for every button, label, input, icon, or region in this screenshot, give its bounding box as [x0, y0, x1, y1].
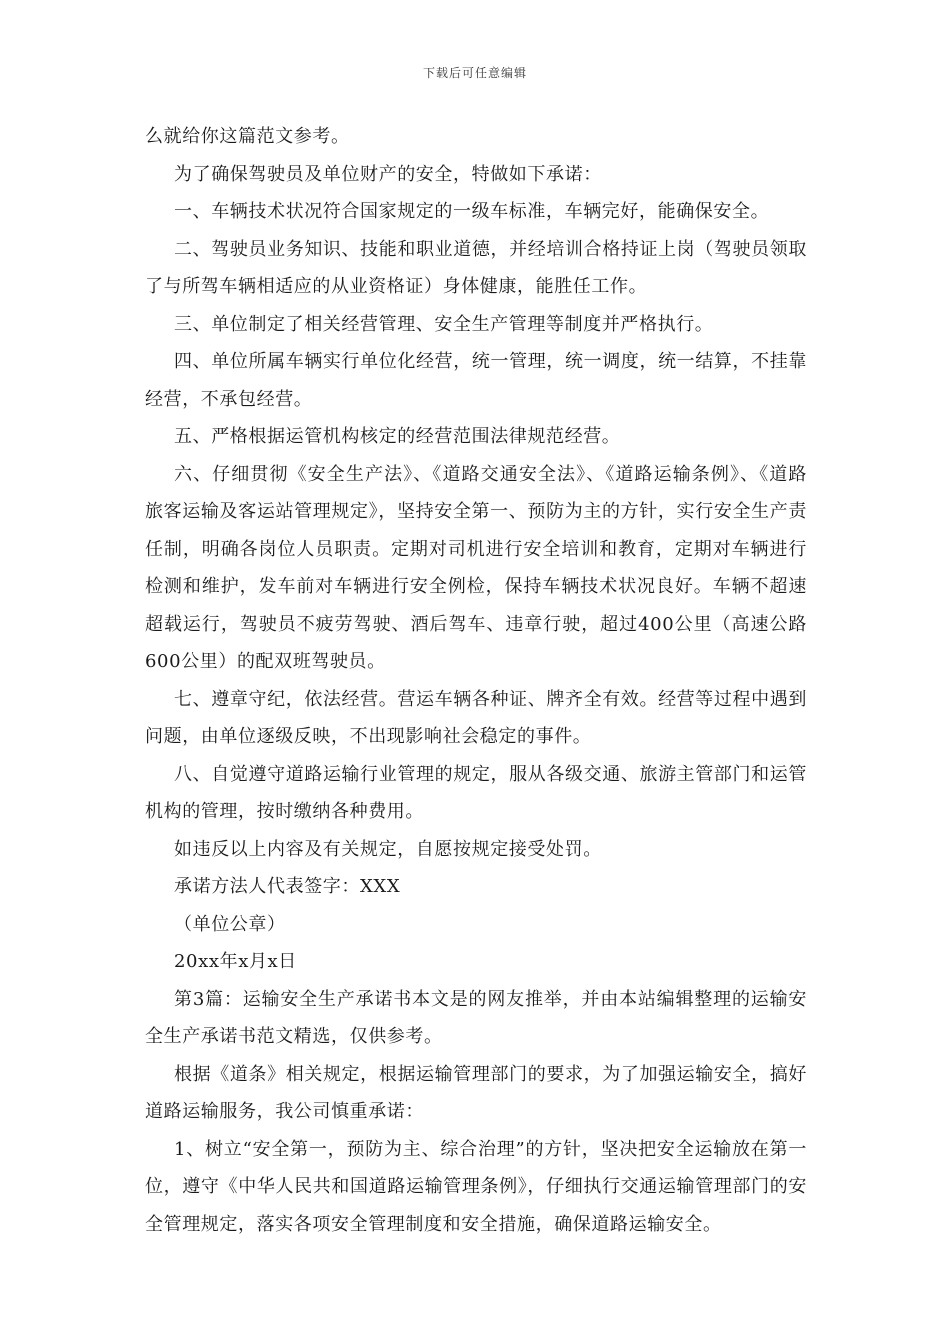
document-body	[145, 118, 807, 1243]
paragraph: 五、严格根据运管机构核定的经营范围法律规范经营。	[174, 426, 621, 447]
paragraph: 么就给你这篇范文参考。	[145, 126, 350, 147]
paragraph: 如违反以上内容及有关规定，自愿按规定接受处罚。	[174, 838, 602, 860]
signature-line: 承诺方法人代表签字：XXX	[174, 876, 401, 897]
paragraph: 第3篇：运输安全生产承诺书本文是的网友推举，并由本站编辑整理的运输安全生产承诺书范文精选，仅供参考。	[145, 988, 807, 1047]
paragraph: 八、自觉遵守道路运输行业管理的规定，服从各级交通、旅游主管部门和运管机构的管理，按时缴纳各种费用。	[145, 763, 807, 822]
date-line: 20xx年x月x日	[174, 951, 297, 972]
paragraph: 六、仔细贯彻《安全生产法》、《道路交通安全法》、《道路运输条例》、《道路旅客运输及客运站管理规定》，坚持安全第一、预防为主的方针，实行安全生产责任制，明确各岗位人员职责。定期对司机进行安全培训和教育，定期对车辆进行检测和维护，发车前对车辆进行安全例检，保持车辆技术状况良好。车辆不超速超载运行，驾驶员不疲劳驾驶、酒后驾车、违章行驶，超过400公里（高速公路600公里）的配双班驾驶员。	[145, 463, 807, 672]
paragraph: 二、驾驶员业务知识、技能和职业道德，并经培训合格持证上岗（驾驶员领取了与所驾车辆相适应的从业资格证）身体健康，能胜任工作。	[145, 238, 807, 297]
paragraph: 七、遵章守纪，依法经营。营运车辆各种证、牌齐全有效。经营等过程中遇到问题，由单位逐级反映，不出现影响社会稳定的事件。	[145, 688, 807, 747]
paragraph: 四、单位所属车辆实行单位化经营，统一管理，统一调度，统一结算，不挂靠经营，不承包经营。	[145, 351, 807, 410]
paragraph: 为了确保驾驶员及单位财产的安全，特做如下承诺：	[174, 163, 602, 185]
paragraph: 根据《道条》相关规定，根据运输管理部门的要求，为了加强运输安全，搞好道路运输服务，我公司慎重承诺：	[145, 1063, 807, 1122]
paragraph: 1、树立“安全第一，预防为主、综合治理”的方针，坚决把安全运输放在第一位，遵守《中华人民共和国道路运输管理条例》，仔细执行交通运输管理部门的安全管理规定，落实各项安全管理制度和安全措施，确保道路运输安全。	[145, 1138, 807, 1235]
paragraph: 一、车辆技术状况符合国家规定的一级车标准，车辆完好，能确保安全。	[174, 201, 770, 222]
page-header: 下载后可任意编辑	[422, 66, 527, 80]
paragraph: 三、单位制定了相关经营管理、安全生产管理等制度并严格执行。	[174, 313, 714, 335]
seal-line: （单位公章）	[174, 913, 286, 935]
